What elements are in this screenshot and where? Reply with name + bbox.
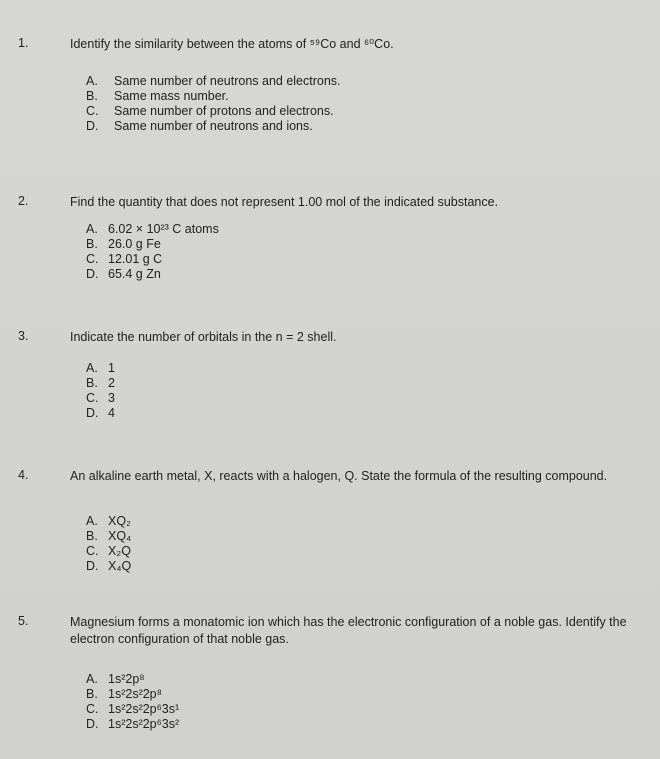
option-letter: B. <box>86 237 98 251</box>
option-text: 3 <box>108 391 115 405</box>
option-text: X₂Q <box>108 544 131 558</box>
option-letter: B. <box>86 687 98 701</box>
option-text: XQ₄ <box>108 529 132 543</box>
option-letter: D. <box>86 559 99 573</box>
option-letter: B. <box>86 376 98 390</box>
option-text: 4 <box>108 406 115 420</box>
option-letter: A. <box>86 222 98 236</box>
option-letter: A. <box>86 361 98 375</box>
option-letter: B. <box>86 529 98 543</box>
question-stem: Identify the similarity between the atoms of ⁵⁹Co and ⁶⁰Co. <box>70 37 394 51</box>
option-text: Same mass number. <box>114 89 229 103</box>
option-letter: A. <box>86 514 98 528</box>
option-text: 6.02 × 10²³ C atoms <box>108 222 219 236</box>
question-stem: Magnesium forms a monatomic ion which has the electronic configuration of a noble gas. Identify the electron configuration of that noble gas. <box>70 615 627 646</box>
option-letter: D. <box>86 119 99 133</box>
option-letter: C. <box>86 702 99 716</box>
question-stem: An alkaline earth metal, X, reacts with a halogen, Q. State the formula of the resulting compound. <box>70 469 608 483</box>
option-text: 1s²2p⁸ <box>108 672 145 686</box>
option-text: Same number of neutrons and ions. <box>114 119 313 133</box>
option-text: 26.0 g Fe <box>108 237 161 251</box>
option-letter: D. <box>86 267 99 281</box>
option-letter: B. <box>86 89 98 103</box>
option-letter: C. <box>86 544 99 558</box>
option-text: 1 <box>108 361 115 375</box>
option-letter: A. <box>86 672 98 686</box>
option-text: X₄Q <box>108 559 132 573</box>
option-text: 12.01 g C <box>108 252 163 266</box>
question-number: 4. <box>18 468 29 482</box>
option-letter: A. <box>86 74 98 88</box>
option-text: XQ₂ <box>108 514 131 528</box>
question-number: 3. <box>18 329 29 343</box>
option-letter: D. <box>86 717 99 731</box>
question-number: 2. <box>18 194 29 208</box>
option-letter: C. <box>86 252 99 266</box>
option-text: 2 <box>108 376 115 390</box>
question-stem: Find the quantity that does not represent 1.00 mol of the indicated substance. <box>70 195 499 209</box>
option-letter: C. <box>86 391 99 405</box>
option-text: 1s²2s²2p⁸ <box>108 687 162 701</box>
option-text: 1s²2s²2p⁶3s¹ <box>108 702 180 716</box>
option-text: Same number of neutrons and electrons. <box>114 74 341 88</box>
option-text: 65.4 g Zn <box>108 267 161 281</box>
question-number: 5. <box>18 614 29 628</box>
option-letter: C. <box>86 104 99 118</box>
question-stem: Indicate the number of orbitals in the n = 2 shell. <box>70 330 337 344</box>
option-letter: D. <box>86 406 99 420</box>
option-text: 1s²2s²2p⁶3s² <box>108 717 180 731</box>
option-text: Same number of protons and electrons. <box>114 104 334 118</box>
question-number: 1. <box>18 36 29 50</box>
